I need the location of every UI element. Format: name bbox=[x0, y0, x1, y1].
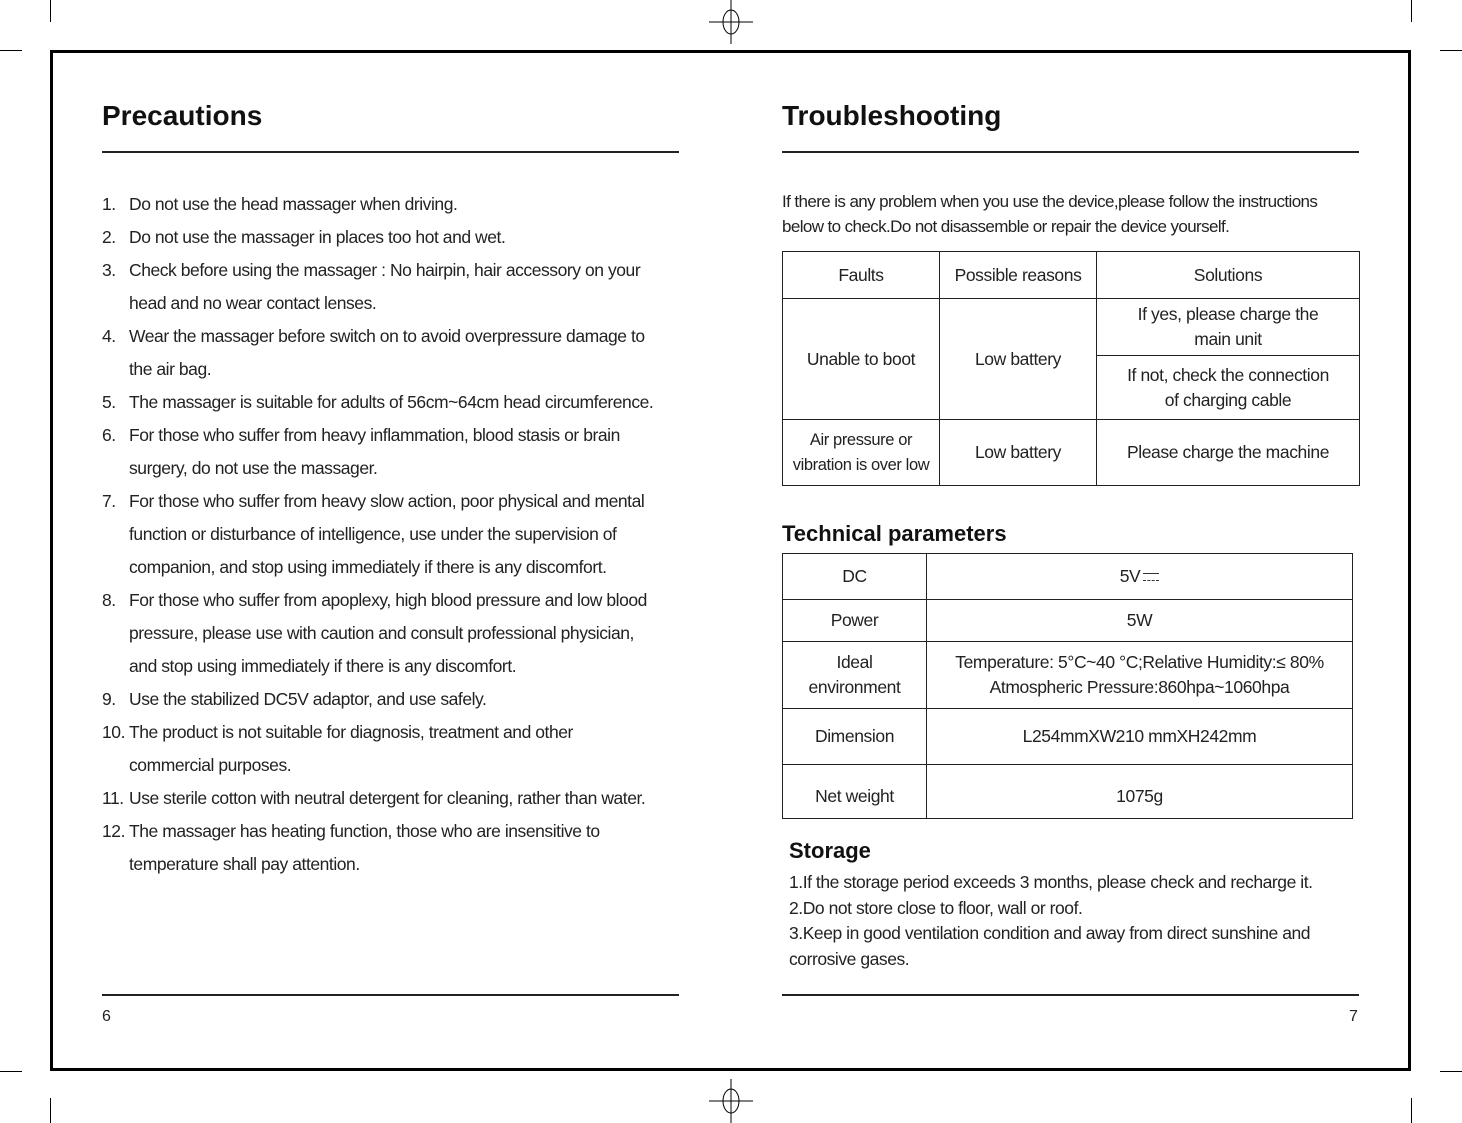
header-reasons: Possible reasons bbox=[940, 252, 1097, 299]
list-item bbox=[102, 386, 692, 419]
list-text-line: function or disturbance of intelligence, use under the supervision of bbox=[129, 524, 617, 544]
crop-mark bbox=[0, 50, 22, 51]
list-text bbox=[129, 815, 600, 881]
table-row bbox=[783, 765, 1353, 819]
list-text-line: For those who suffer from apoplexy, high blood pressure and low blood bbox=[129, 590, 647, 610]
crop-mark bbox=[1411, 1098, 1412, 1123]
param-value: L254mmXW210 mmXH242mm bbox=[927, 709, 1353, 765]
crop-mark bbox=[0, 1071, 22, 1072]
solution-cell bbox=[1097, 299, 1360, 356]
technical-parameters-table bbox=[782, 553, 1353, 819]
table-row bbox=[783, 554, 1353, 600]
param-name-line: environment bbox=[808, 677, 901, 697]
list-number: 5. bbox=[102, 392, 116, 412]
solution-line: main unit bbox=[1194, 329, 1262, 349]
param-name bbox=[783, 642, 927, 709]
list-item bbox=[102, 188, 692, 221]
list-number: 12. bbox=[102, 821, 125, 841]
solution-line: If yes, please charge the bbox=[1137, 304, 1319, 324]
list-text bbox=[129, 254, 640, 320]
troubleshooting-intro bbox=[782, 189, 1317, 239]
intro-line: If there is any problem when you use the device,please follow the instructions bbox=[782, 192, 1318, 211]
page-number: 6 bbox=[102, 1008, 111, 1025]
param-value-line: Atmospheric Pressure:860hpa~1060hpa bbox=[989, 677, 1290, 697]
list-text-line: The product is not suitable for diagnosis, treatment and other bbox=[129, 722, 573, 742]
param-name-line: Ideal bbox=[836, 652, 873, 672]
fault-line: Air pressure or bbox=[809, 430, 913, 449]
list-text bbox=[129, 683, 486, 716]
crop-mark bbox=[1440, 1071, 1462, 1072]
list-text bbox=[129, 386, 653, 419]
list-item bbox=[102, 221, 692, 254]
reason-cell: Low battery bbox=[940, 420, 1097, 486]
table-row bbox=[783, 600, 1353, 642]
precautions-title: Precautions bbox=[102, 100, 263, 131]
list-text-line: temperature shall pay attention. bbox=[129, 854, 360, 874]
divider bbox=[782, 994, 1359, 996]
list-item bbox=[102, 485, 692, 584]
list-text bbox=[129, 419, 620, 485]
troubleshooting-table bbox=[782, 251, 1360, 486]
param-value-text: 5V bbox=[1119, 566, 1141, 586]
list-text-line: The massager has heating function, those who are insensitive to bbox=[129, 821, 600, 841]
list-text-line: Do not use the head massager when driving. bbox=[129, 194, 458, 214]
header-solutions: Solutions bbox=[1097, 252, 1360, 299]
troubleshooting-title: Troubleshooting bbox=[782, 100, 1002, 131]
param-value: 5W bbox=[927, 600, 1353, 642]
list-text-line: pressure, please use with caution and consult professional physician, bbox=[129, 623, 634, 643]
param-value: 1075g bbox=[927, 765, 1353, 819]
storage-line: 3.Keep in good ventilation condition and away from direct sunshine and bbox=[789, 923, 1311, 943]
registration-mark-icon bbox=[709, 1079, 753, 1123]
list-text bbox=[129, 188, 457, 221]
solution-cell bbox=[1097, 356, 1360, 420]
list-item bbox=[102, 782, 692, 815]
solution-cell: Please charge the machine bbox=[1097, 420, 1360, 486]
fault-cell: Unable to boot bbox=[783, 299, 940, 420]
crop-mark bbox=[1440, 50, 1462, 51]
precautions-list bbox=[102, 188, 692, 881]
param-name: Net weight bbox=[783, 765, 927, 819]
solution-line: of charging cable bbox=[1164, 389, 1292, 410]
param-value bbox=[927, 554, 1353, 600]
list-text bbox=[129, 485, 644, 584]
list-text bbox=[129, 716, 573, 782]
list-text-line: Do not use the massager in places too hot and wet. bbox=[129, 227, 506, 247]
list-number: 3. bbox=[102, 260, 116, 280]
param-name: Dimension bbox=[783, 709, 927, 765]
list-text bbox=[129, 782, 645, 815]
list-item bbox=[102, 320, 692, 386]
list-item bbox=[102, 683, 692, 716]
list-text-line: and stop using immediately if there is any discomfort. bbox=[129, 656, 517, 676]
crop-mark bbox=[50, 1098, 51, 1123]
param-name: DC bbox=[783, 554, 927, 600]
list-text-line: For those who suffer from heavy inflammation, blood stasis or brain bbox=[129, 425, 620, 445]
storage-line: 2.Do not store close to floor, wall or roof. bbox=[789, 897, 1083, 918]
table-row bbox=[783, 642, 1353, 709]
list-text-line: companion, and stop using immediately if there is any discomfort. bbox=[129, 557, 607, 577]
table-header-row bbox=[783, 252, 1360, 299]
list-text-line: surgery, do not use the massager. bbox=[129, 458, 378, 478]
crop-mark bbox=[1411, 0, 1412, 22]
list-number: 4. bbox=[102, 326, 116, 346]
registration-mark-icon bbox=[709, 0, 753, 44]
divider bbox=[102, 151, 679, 153]
list-text-line: Check before using the massager : No hairpin, hair accessory on your bbox=[129, 260, 641, 280]
param-name: Power bbox=[783, 600, 927, 642]
list-item bbox=[102, 716, 692, 782]
list-text-line: the air bag. bbox=[129, 359, 212, 379]
fault-line: vibration is over low bbox=[792, 455, 930, 474]
list-number: 1. bbox=[102, 194, 116, 214]
list-text-line: Wear the massager before switch on to avoid overpressure damage to bbox=[129, 326, 645, 346]
list-text-line: commercial purposes. bbox=[129, 755, 292, 775]
crop-mark bbox=[50, 0, 51, 22]
param-value bbox=[927, 642, 1353, 709]
list-item bbox=[102, 254, 692, 320]
header-faults: Faults bbox=[783, 252, 940, 299]
list-text-line: For those who suffer from heavy slow action, poor physical and mental bbox=[129, 491, 645, 511]
list-number: 8. bbox=[102, 590, 116, 610]
list-text-line: Use the stabilized DC5V adaptor, and use safely. bbox=[129, 689, 487, 709]
list-number: 9. bbox=[102, 689, 116, 709]
list-number: 10. bbox=[102, 722, 125, 742]
storage-title: Storage bbox=[789, 838, 871, 863]
table-row bbox=[783, 299, 1360, 356]
list-item bbox=[102, 419, 692, 485]
reason-cell: Low battery bbox=[940, 299, 1097, 420]
table-row bbox=[783, 709, 1353, 765]
list-text bbox=[129, 320, 645, 386]
fault-cell bbox=[783, 420, 940, 486]
storage-text bbox=[789, 870, 1313, 972]
list-number: 7. bbox=[102, 491, 116, 511]
list-item bbox=[102, 815, 692, 881]
technical-parameters-title: Technical parameters bbox=[782, 521, 1007, 546]
solution-line: If not, check the connection bbox=[1127, 364, 1329, 385]
list-text-line: Use sterile cotton with neutral detergent for cleaning, rather than water. bbox=[129, 788, 646, 808]
page-number: 7 bbox=[1349, 1008, 1358, 1025]
storage-line: 1.If the storage period exceeds 3 months, please check and recharge it. bbox=[789, 872, 1313, 892]
divider bbox=[782, 151, 1359, 153]
list-item bbox=[102, 584, 692, 683]
intro-line: below to check.Do not disassemble or repair the device yourself. bbox=[782, 217, 1230, 236]
list-number: 2. bbox=[102, 227, 116, 247]
divider bbox=[102, 994, 679, 996]
dc-symbol-icon bbox=[1143, 573, 1159, 581]
list-text-line: The massager is suitable for adults of 56cm~64cm head circumference. bbox=[129, 392, 654, 412]
list-number: 11. bbox=[102, 788, 124, 808]
table-row bbox=[783, 420, 1360, 486]
list-text bbox=[129, 584, 647, 683]
list-text-line: head and no wear contact lenses. bbox=[129, 293, 377, 313]
list-number: 6. bbox=[102, 425, 116, 445]
list-text bbox=[129, 221, 505, 254]
param-value-line: Temperature: 5°C~40 °C;Relative Humidity:≤ 80% bbox=[955, 652, 1324, 672]
storage-line: corrosive gases. bbox=[789, 948, 910, 969]
